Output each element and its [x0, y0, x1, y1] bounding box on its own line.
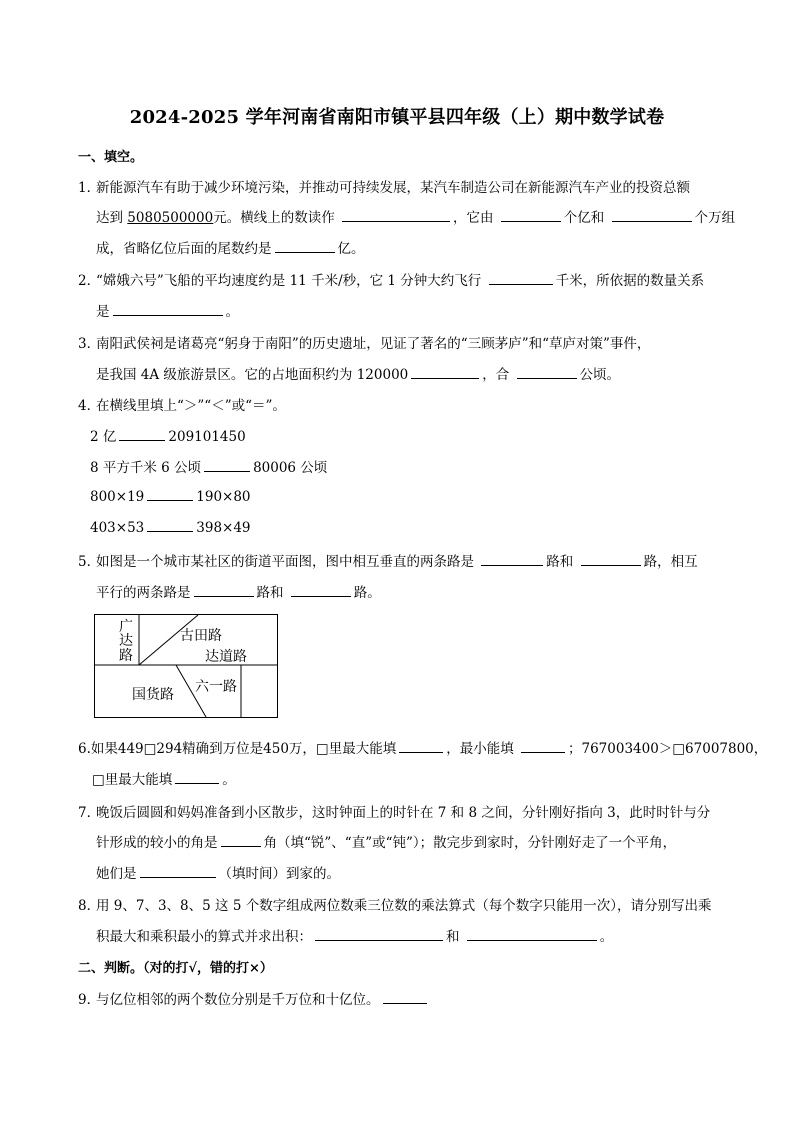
- q1-blank-approx[interactable]: [275, 239, 335, 253]
- section-fill-heading: 一、填空。: [78, 150, 144, 165]
- map-label-gutian: 古田路: [180, 628, 222, 644]
- q3-blank-hectare[interactable]: [517, 365, 577, 379]
- q4-blank-c[interactable]: [147, 487, 193, 501]
- q6-line1: 6.如果449□294精确到万位是450万，□里最大能填 ，最小能填 ；767003400＞□67007800，: [78, 741, 768, 757]
- q9-blank[interactable]: [383, 990, 427, 1004]
- q1-line1: 1．新能源汽车有助于减少环境污染，并推动可持续发展，某汽车制造公司在新能源汽车产业的投资总额: [78, 180, 690, 196]
- q4-item-a: 2 亿 209101450: [90, 429, 246, 445]
- q5-blank-para2[interactable]: [291, 583, 351, 597]
- q2-blank-km[interactable]: [489, 271, 553, 285]
- page-title: 2024-2025 学年河南省南阳市镇平县四年级（上）期中数学试卷: [129, 107, 665, 128]
- q8-line2: 积最大和乘积最小的算式并求出积： 和 。: [96, 929, 614, 945]
- q1-blank-read[interactable]: [342, 208, 450, 222]
- street-map: [94, 614, 280, 720]
- q4-item-b: 8 平方千米 6 公顷 80006 公顷: [90, 460, 328, 476]
- q8-line1: 8．用 9、7、3、8、5 这 5 个数字组成两位数乘三位数的乘法算式（每个数字只能用一次），请分别写出乘: [78, 898, 712, 914]
- q3-line1: 3．南阳武侯祠是诸葛亮“躬身于南阳”的历史遗址，见证了著名的“三顾茅庐”和“草庐对策”事件，: [78, 336, 651, 352]
- q6-blank-max[interactable]: [399, 739, 443, 753]
- q7-blank-time[interactable]: [140, 864, 216, 878]
- q4-item-d: 403×53 398×49: [90, 520, 251, 536]
- q4-blank-a[interactable]: [119, 427, 165, 441]
- q8-blank-min[interactable]: [467, 927, 597, 941]
- map-label-guang: 广: [119, 619, 133, 635]
- q1-number: 5080500000: [127, 210, 214, 226]
- q4-item-c: 800×19 190×80: [90, 489, 251, 505]
- q2-line1: 2．“嫦娥六号”飞船的平均速度约是 11 千米/秒，它 1 分钟大约飞行 千米，所依据的数量关系: [78, 273, 705, 289]
- q6-blank-box[interactable]: [175, 770, 219, 784]
- q5-blank-para1[interactable]: [194, 583, 254, 597]
- q4-blank-d[interactable]: [147, 518, 193, 532]
- q7-line1: 7．晚饭后圆圆和妈妈准备到小区散步，这时钟面上的时针在 7 和 8 之间，分针刚好指向 3，此时时针与分: [78, 805, 711, 821]
- q7-line3: 她们是 （填时间）到家的。: [96, 866, 340, 882]
- q7-line2: 针形成的较小的角是 角（填“锐”、“直”或“钝”）；散完步到家时，分针刚好走了一个平角，: [96, 835, 677, 851]
- map-label-guohuo: 国货路: [132, 687, 174, 703]
- q3-blank-unit[interactable]: [411, 365, 479, 379]
- q9-line1: 9．与亿位相邻的两个数位分别是千万位和十亿位。: [78, 988, 430, 1008]
- q1-line3: 成，省略亿位后面的尾数约是 亿。: [96, 241, 365, 257]
- q8-blank-max[interactable]: [315, 927, 443, 941]
- q7-blank-angle[interactable]: [221, 833, 261, 847]
- q1-line2: 达到 5080500000元。横线上的数读作 ，它由 个亿和 个万组: [96, 210, 736, 226]
- q5-blank-perp2[interactable]: [581, 552, 641, 566]
- section-judge-heading: 二、判断。（对的打√，错的打×）: [78, 961, 273, 976]
- map-label-liuyi: 六一路: [195, 679, 237, 695]
- q4-stem: 4．在横线里填上“＞”“＜”或“＝”。: [78, 398, 286, 414]
- q5-line1: 5．如图是一个城市某社区的街道平面图，图中相互垂直的两条路是 路和 路，相互: [78, 554, 698, 570]
- q5-blank-perp1[interactable]: [481, 552, 543, 566]
- q3-line2: 是我国 4A 级旅游景区。它的占地面积约为 120000 ，合 公顷。: [96, 367, 621, 383]
- q6-line2: □里最大能填 。: [92, 772, 236, 788]
- map-label-dadao: 达道路: [205, 649, 247, 665]
- q1-blank-yi[interactable]: [501, 208, 561, 222]
- q2-line2: 是 。: [96, 304, 239, 320]
- q2-blank-relation[interactable]: [113, 302, 223, 316]
- q5-line2: 平行的两条路是 路和 路。: [96, 585, 381, 601]
- q1-blank-wan[interactable]: [612, 208, 692, 222]
- q4-blank-b[interactable]: [204, 458, 250, 472]
- map-label-da: 达: [119, 633, 133, 649]
- q6-blank-min[interactable]: [521, 739, 565, 753]
- map-label-lu: 路: [119, 648, 133, 664]
